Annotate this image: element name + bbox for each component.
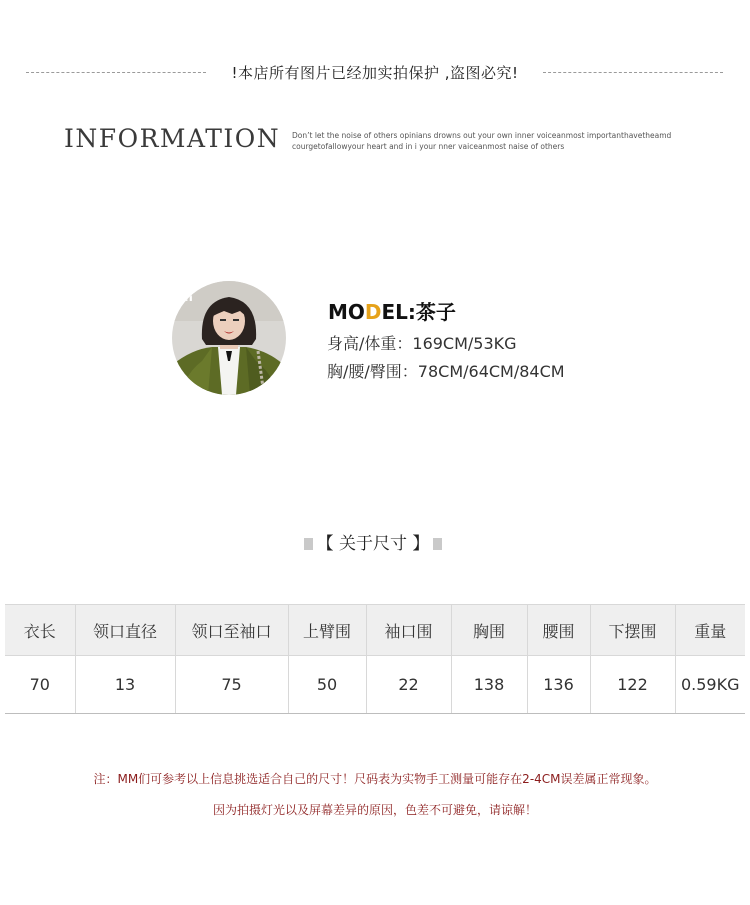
- size-section-header: [304, 533, 442, 555]
- model-avatar: [172, 281, 286, 395]
- table-cell: 22: [366, 656, 451, 714]
- model-label-suffix: EL:: [381, 300, 416, 324]
- model-name: 茶子: [415, 300, 456, 324]
- avatar-sign-text: on: [176, 290, 193, 304]
- header-cell: 下摆围: [590, 605, 675, 656]
- copyright-notice-text: !本店所有图片已经加实拍保护 ,盗图必究!: [225, 64, 524, 82]
- model-bust-waist-hip: 胸/腰/臀围：78CM/64CM/84CM: [327, 362, 565, 381]
- header-cell: 衣长: [5, 605, 75, 656]
- header-cell: 袖口围: [366, 605, 451, 656]
- table-cell: 13: [75, 656, 175, 714]
- table-cell: 138: [451, 656, 527, 714]
- table-row: [5, 656, 745, 714]
- model-name-line: [328, 296, 456, 325]
- table-cell: 75: [175, 656, 288, 714]
- table-cell: 0.59KG: [675, 656, 745, 714]
- header-cell: 重量: [675, 605, 745, 656]
- size-table: [5, 604, 745, 714]
- model-photo-illustration: [172, 281, 286, 395]
- header-cell: 领口直径: [75, 605, 175, 656]
- information-title: INFORMATION: [64, 124, 281, 153]
- header-cell: 腰围: [527, 605, 590, 656]
- information-text: Don’t let the noise of others opinians drowns out your own inner voiceanmost importanthavetheamd courgetofallowyour heart and in i your nner vaiceanmost naise of others: [292, 131, 672, 151]
- table-cell: 136: [527, 656, 590, 714]
- model-label-prefix: MO: [328, 300, 365, 324]
- size-header-title: 【 关于尺寸 】: [313, 534, 434, 554]
- table-cell: 70: [5, 656, 75, 714]
- size-note: 注：MM们可参考以上信息挑选适合自己的尺寸！尺码表为实物手工测量可能存在2-4CM误差属正常现象。: [93, 772, 657, 786]
- model-label-highlight: D: [364, 300, 382, 324]
- color-difference-note: 因为拍摄灯光以及屏幕差异的原因，色差不可避免，请谅解！: [212, 803, 537, 817]
- header-cell: 上臂围: [288, 605, 366, 656]
- size-table-header-row: [5, 605, 745, 656]
- header-cell: 胸围: [451, 605, 527, 656]
- model-height-weight: 身高/体重：169CM/53KG: [327, 334, 517, 353]
- copyright-notice: [0, 62, 750, 83]
- size-header-title-wrap: [304, 533, 442, 555]
- header-cell: 领口至袖口: [175, 605, 288, 656]
- table-cell: 122: [590, 656, 675, 714]
- table-cell: 50: [288, 656, 366, 714]
